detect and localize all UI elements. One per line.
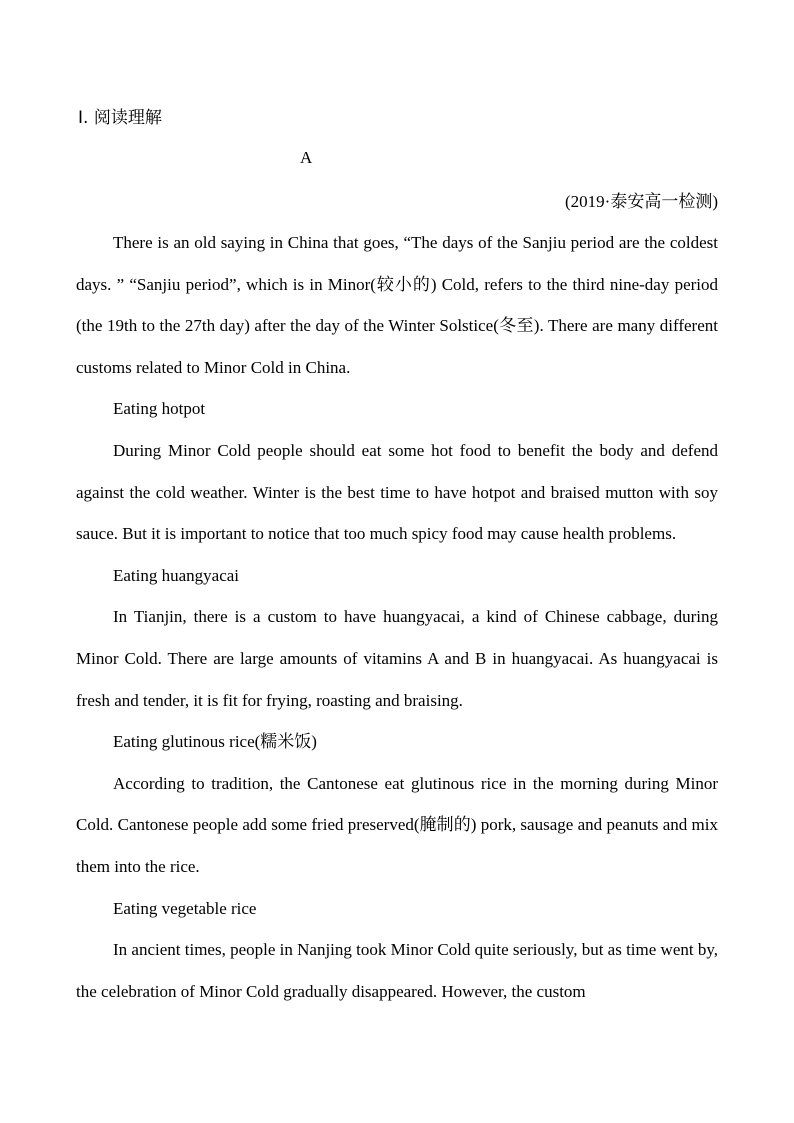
subheading-glutinous-rice: Eating glutinous rice(糯米饭) [113, 732, 317, 752]
paragraph-vegetable-rice: In ancient times, people in Nanjing took Minor Cold quite seriously, but as time went by, the celebration of Minor Cold gradually disappeared. However, the custom [76, 940, 718, 1001]
subheading-hotpot: Eating hotpot [113, 399, 206, 419]
section-title: Ⅰ. 阅读理解 [78, 108, 162, 128]
passage-source: (2019·泰安高一检测) [565, 192, 718, 211]
paragraph-glutinous-rice: According to tradition, the Cantonese eat glutinous rice in the morning during Minor Cold. Cantonese people add some fried preserved(腌制的) pork, sausage and peanuts and mix them into the rice. [76, 773, 718, 876]
subheading-vegetable-rice: Eating vegetable rice [113, 898, 257, 918]
passage-label: A [300, 148, 313, 167]
subheading-huangyacai: Eating huangyacai [113, 565, 240, 585]
paragraph-hotpot: During Minor Cold people should eat some hot food to benefit the body and defend against the cold weather. Winter is the best time to have hotpot and braised mutton with soy sauce. But it is important to notice that too much spicy food may cause health problems. [76, 440, 718, 544]
paragraph-huangyacai: In Tianjin, there is a custom to have huangyacai, a kind of Chinese cabbage, during Minor Cold. There are large amounts of vitamins A and B in huangyacai. As huangyacai is fresh and tender, it is fit for frying, roasting and braising. [76, 607, 718, 710]
passage-body [76, 222, 718, 1012]
paragraph-intro: There is an old saying in China that goes, “The days of the Sanjiu period are the coldest days. ” “Sanjiu period”, which is in Minor(较小的) Cold, refers to the third nine-day period (the 19th to the 27th day) after the day of the Winter Solstice(冬至). There are many different customs related to Minor Cold in China. [76, 233, 718, 377]
